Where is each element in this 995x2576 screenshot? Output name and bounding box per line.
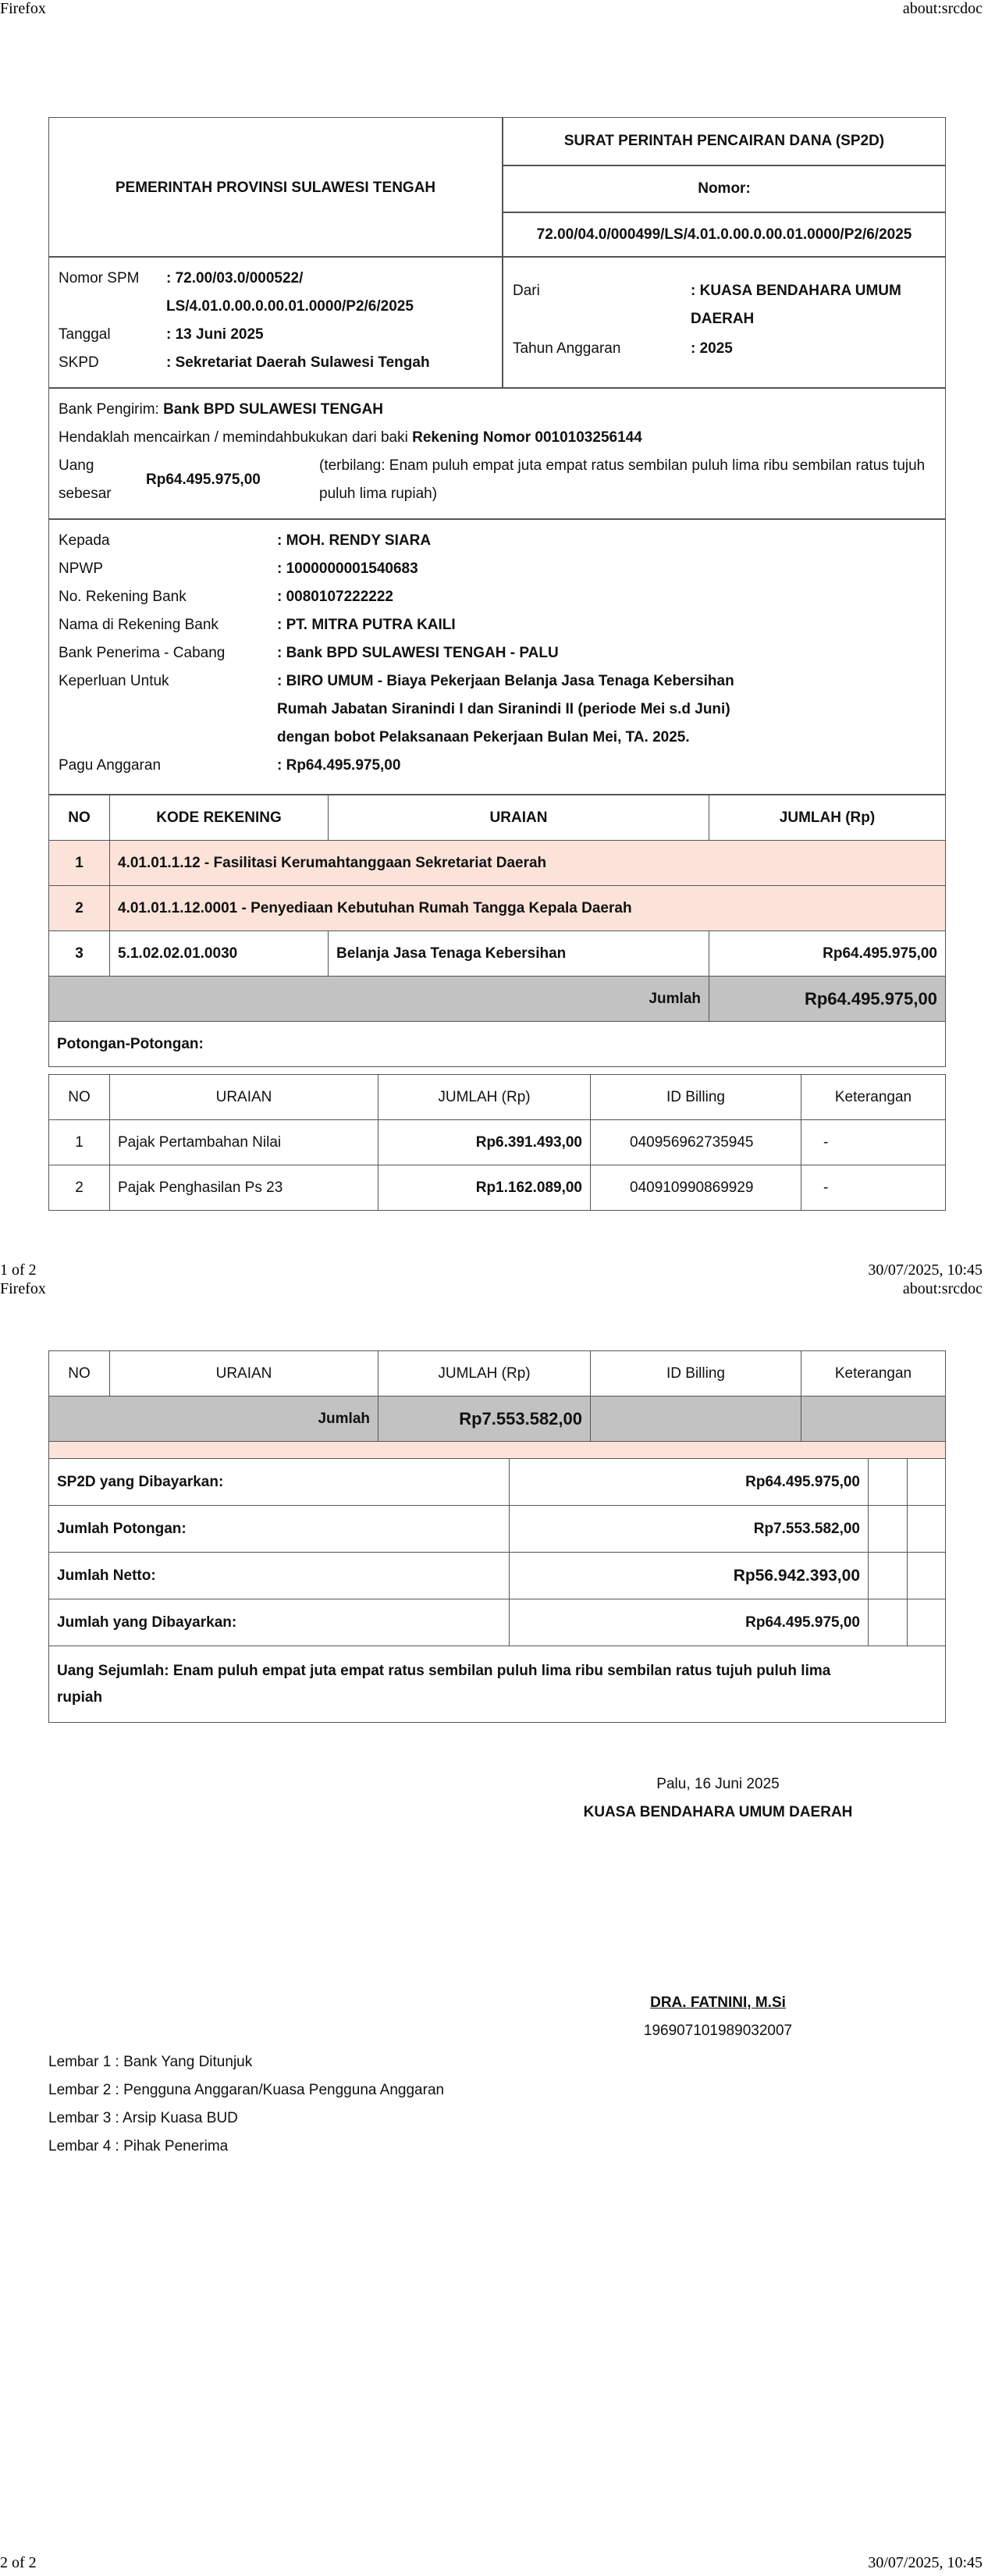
terbilang-row: Uang Sejumlah: Enam puluh empat juta empat ratus sembilan puluh lima ribu sembilan ratus tujuh puluh lima rupiah: [49, 1646, 946, 1723]
browser-url: about:srcdoc: [902, 1280, 983, 1297]
recipient-values: : MOH. RENDY SIARA : 1000000001540683 : 0080107222222 : PT. MITRA PUTRA KAILI : Bank BPD SULAWESI TENGAH - PALU : BIRO UMUM - Biaya Pekerjaan Belanja Jasa Tenaga Kebersihan Rumah Jabatan Siranindi I dan Siranindi II (periode Mei s.d Juni) dengan bobot Pelaksanaan Pekerjaan Bulan Mei, TA. 2025.: [277, 532, 734, 745]
nomor-label: Nomor:: [698, 180, 751, 197]
browser-name: Firefox: [0, 1280, 46, 1297]
recipient-labels: Kepada NPWP No. Rekening Bank Nama di Rekening Bank Bank Penerima - Cabang Keperluan Untuk: [59, 532, 226, 689]
rekening-table: [48, 795, 946, 1067]
dari-value: : KUASA BENDAHARA UMUM DAERAH: [691, 283, 901, 327]
signature-nip: 196907101989032007: [643, 2023, 793, 2039]
lembar-list: [48, 2048, 444, 2161]
nomor-value: 72.00/04.0/000499/LS/4.01.0.00.0.00.01.0000/P2/6/2025: [536, 226, 912, 243]
hendaklah-text: Hendaklah mencairkan / memindahbukukan dari baki Rekening Nomor 0010103256144: [59, 429, 642, 446]
gov-name: PEMERINTAH PROVINSI SULAWESI TENGAH: [115, 180, 436, 196]
browser-url: about:srcdoc: [902, 0, 983, 17]
col-header-uraian: URAIAN: [329, 795, 709, 841]
info-box: [48, 256, 946, 389]
uang-value: Rp64.495.975,00: [146, 471, 261, 488]
potongan-table: NO URAIAN JUMLAH (Rp) ID Billing Keterangan 1 Pajak Pertambahan Nilai Rp6.391.493,00 040956962735945 - 2 Pajak Penghasilan Ps 23 Rp1.162.089,00 040910990869929 -: [48, 1074, 946, 1211]
potongan-table-continued: NO URAIAN JUMLAH (Rp) ID Billing Keterangan Jumlah Rp7.553.582,00: [48, 1350, 946, 1459]
tanggal-value: : 13 Juni 2025: [166, 326, 264, 343]
summary-row: Jumlah yang Dibayarkan: Rp64.495.975,00: [49, 1599, 946, 1646]
uang-label: Uang sebesar: [59, 457, 112, 502]
bank-box: [48, 387, 946, 520]
spm-label: Nomor SPM: [59, 270, 140, 286]
recipient-box: [48, 518, 946, 795]
table-row: 1 Pajak Pertambahan Nilai Rp6.391.493,00 040956962735945 -: [49, 1120, 946, 1165]
browser-name: Firefox: [0, 0, 46, 17]
table-row: 2 4.01.01.1.12.0001 - Penyediaan Kebutuhan Rumah Tangga Kepala Daerah: [49, 886, 946, 931]
tanggal-label: Tanggal: [59, 326, 111, 343]
spm-value: : 72.00/03.0/000522/ LS/4.01.0.00.0.00.01.0000/P2/6/2025: [166, 270, 414, 315]
col-header-no: NO: [49, 795, 110, 841]
summary-row: Jumlah Potongan: Rp7.553.582,00: [49, 1506, 946, 1553]
list-item: Lembar 2 : Pengguna Anggaran/Kuasa Pengguna Anggaran: [48, 2082, 445, 2098]
col-header-jumlah: JUMLAH (Rp): [709, 795, 946, 841]
pagu-label: Pagu Anggaran: [59, 757, 162, 774]
bank-pengirim: Bank Pengirim: Bank BPD SULAWESI TENGAH: [59, 401, 383, 418]
summary-row: SP2D yang Dibayarkan: Rp64.495.975,00: [49, 1459, 946, 1506]
summary-row: Jumlah Netto: Rp56.942.393,00: [49, 1553, 946, 1599]
table-row: 2 Pajak Penghasilan Ps 23 Rp1.162.089,00 040910990869929 -: [49, 1165, 946, 1211]
page-counter: 1 of 2: [0, 1261, 37, 1279]
header-box: [48, 117, 946, 258]
print-timestamp: 30/07/2025, 10:45: [868, 2554, 983, 2571]
potongan-title: Potongan-Potongan:: [49, 1022, 946, 1067]
dari-label: Dari: [513, 283, 540, 299]
list-item: Lembar 1 : Bank Yang Ditunjuk: [48, 2054, 253, 2070]
page-counter: 2 of 2: [0, 2554, 37, 2571]
pagu-value: : Rp64.495.975,00: [277, 757, 401, 774]
skpd-label: SKPD: [59, 354, 99, 371]
total-row: Jumlah Rp7.553.582,00: [49, 1397, 946, 1442]
total-row: Jumlah Rp64.495.975,00: [49, 977, 946, 1022]
table-row: 1 4.01.01.1.12 - Fasilitasi Kerumahtanggaan Sekretariat Daerah: [49, 841, 946, 886]
skpd-value: : Sekretariat Daerah Sulawesi Tengah: [166, 354, 430, 371]
print-timestamp: 30/07/2025, 10:45: [868, 1261, 983, 1279]
list-item: Lembar 3 : Arsip Kuasa BUD: [48, 2110, 238, 2126]
table-row: 3 5.1.02.02.01.0030 Belanja Jasa Tenaga Kebersihan Rp64.495.975,00: [49, 931, 946, 977]
signature-role: KUASA BENDAHARA UMUM DAERAH: [583, 1804, 853, 1820]
summary-table: [48, 1458, 946, 1723]
terbilang-text: (terbilang: Enam puluh empat juta empat ratus sembilan puluh lima ribu sembilan ratus tujuh puluh lima rupiah): [319, 457, 926, 502]
doc-title: SURAT PERINTAH PENCAIRAN DANA (SP2D): [563, 133, 885, 149]
list-item: Lembar 4 : Pihak Penerima: [48, 2138, 229, 2154]
signature-place-date: Palu, 16 Juni 2025: [656, 1776, 780, 1792]
tahun-value: : 2025: [691, 340, 733, 357]
tahun-label: Tahun Anggaran: [513, 340, 621, 357]
signature-name: DRA. FATNINI, M.Si: [650, 1994, 786, 2011]
col-header-kode: KODE REKENING: [110, 795, 329, 841]
